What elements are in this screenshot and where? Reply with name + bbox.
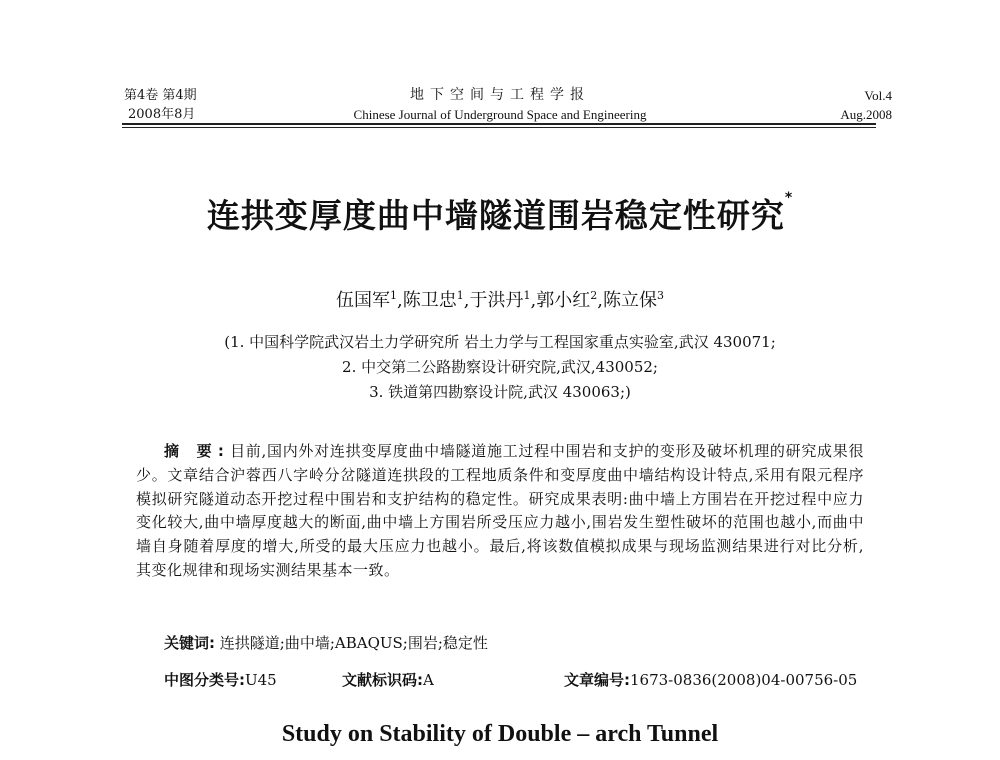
article-title-text: 连拱变厚度曲中墙隧道围岩稳定性研究 <box>206 196 785 235</box>
header-rule-thick <box>122 123 876 125</box>
author-name: 陈卫忠 <box>402 290 457 311</box>
author-list <box>0 286 1000 312</box>
running-header <box>0 86 1000 126</box>
date-en: Aug.2008 <box>840 107 892 122</box>
article-number <box>564 669 857 690</box>
keywords-label: 关键词: <box>164 634 215 652</box>
volume-issue-cn: 第4卷 第4期 <box>124 88 197 103</box>
clc-number <box>164 669 277 690</box>
author-name: 郭小红 <box>536 290 591 311</box>
author-separator: , <box>530 290 537 311</box>
clc-value: U45 <box>245 671 277 689</box>
affiliation-1: (1. 中国科学院武汉岩土力学研究所 岩土力学与工程国家重点实验室,武汉 430071; <box>224 333 776 351</box>
article-title <box>0 190 1000 237</box>
header-rule-thin <box>122 127 876 128</box>
author-affiliation-mark: 1 <box>456 289 464 302</box>
journal-name-en: Chinese Journal of Underground Space and Engineering <box>353 107 647 122</box>
abstract-label: 摘 要: <box>164 442 230 460</box>
document-code <box>342 669 434 690</box>
date-cn: 2008年8月 <box>128 107 196 122</box>
journal-name-cn: 地下空间与工程学报 <box>410 87 590 103</box>
clc-label: 中图分类号: <box>164 671 245 689</box>
author-separator: , <box>397 290 403 311</box>
doc-code-value: A <box>423 671 434 689</box>
abstract-text: 目前,国内外对连拱变厚度曲中墙隧道施工过程中围岩和支护的变形及破坏机理的研究成果很少。文章结合沪蓉西八字岭分岔隧道连拱段的工程地质条件和变厚度曲中墙结构设计特点,采用有限元程序模拟研究隧道动态开挖过程中围岩和支护结构的稳定性。研究成果表明:曲中墙上方围岩在开挖过程中应力变化较大,曲中墙厚度越大的断面,曲中墙上方围岩所受压应力越小,围岩发生塑性破坏的范围也越小,而曲中墙自身随着厚度的增大,所受的最大压应力也越小。最后,将该数值模拟成果与现场监测结果进行对比分析,其变化规律和现场实测结果基本一致。 <box>136 442 864 579</box>
author-affiliation-mark: 3 <box>656 289 664 302</box>
english-title: Study on Stability of Double – arch Tunnel <box>281 721 719 747</box>
author-affiliation-mark: 1 <box>523 289 531 302</box>
article-number-value: 1673-0836(2008)04-00756-05 <box>630 671 858 689</box>
article-number-label: 文章编号: <box>564 671 630 689</box>
affiliation-2: 2. 中交第二公路勘察设计研究院,武汉,430052; <box>342 358 658 376</box>
volume-en: Vol.4 <box>864 88 892 103</box>
author-name: 伍国军 <box>336 290 391 311</box>
doc-code-label: 文献标识码: <box>342 671 423 689</box>
header-right <box>840 86 892 124</box>
author-name: 陈立保 <box>602 290 657 311</box>
affiliation-3: 3. 铁道第四勘察设计院,武汉 430063;) <box>369 383 631 401</box>
author-separator: , <box>463 290 470 311</box>
author-name: 于洪丹 <box>469 290 524 311</box>
abstract <box>136 440 864 583</box>
author-affiliation-mark: 1 <box>390 289 398 302</box>
title-footnote-mark: * <box>784 190 794 206</box>
keywords-text: 连拱隧道;曲中墙;ABAQUS;围岩;稳定性 <box>219 634 488 652</box>
author-separator: , <box>597 290 603 311</box>
keywords <box>164 632 488 653</box>
author-affiliation-mark: 2 <box>590 289 598 302</box>
